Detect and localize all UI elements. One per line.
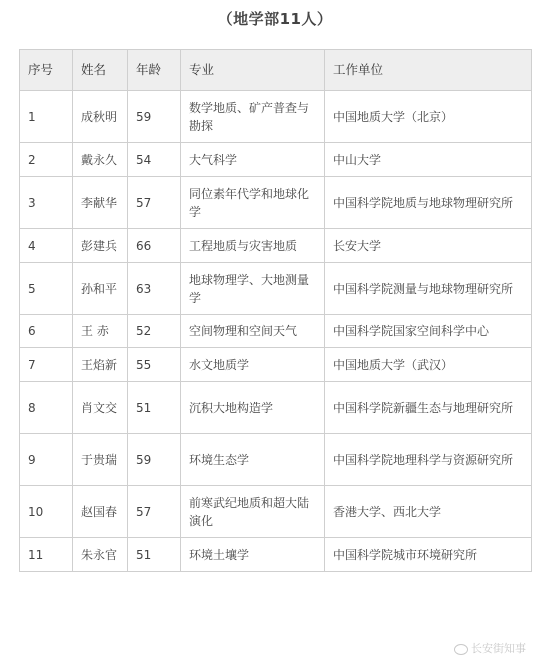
cell-unit: 中国地质大学（武汉） xyxy=(325,348,532,382)
cell-unit: 中山大学 xyxy=(325,143,532,177)
cell-unit: 中国科学院国家空间科学中心 xyxy=(325,315,532,348)
cell-major: 工程地质与灾害地质 xyxy=(181,229,325,263)
table-row xyxy=(20,486,532,538)
table-row xyxy=(20,263,532,315)
cell-number: 5 xyxy=(20,263,73,315)
cell-age: 57 xyxy=(128,486,181,538)
cell-unit: 香港大学、西北大学 xyxy=(325,486,532,538)
cell-age: 59 xyxy=(128,91,181,143)
cell-major: 水文地质学 xyxy=(181,348,325,382)
header-number: 序号 xyxy=(20,50,73,91)
cell-unit: 中国科学院地理科学与资源研究所 xyxy=(325,434,532,486)
cell-name: 王 赤 xyxy=(73,315,128,348)
cell-unit: 中国科学院城市环境研究所 xyxy=(325,538,532,572)
cell-age: 63 xyxy=(128,263,181,315)
table-row xyxy=(20,348,532,382)
cell-major: 沉积大地构造学 xyxy=(181,382,325,434)
table-row xyxy=(20,434,532,486)
cell-name: 于贵瑞 xyxy=(73,434,128,486)
cell-major: 空间物理和空间天气 xyxy=(181,315,325,348)
cell-unit: 中国科学院新疆生态与地理研究所 xyxy=(325,382,532,434)
cell-age: 55 xyxy=(128,348,181,382)
cell-age: 51 xyxy=(128,382,181,434)
table-body xyxy=(20,91,532,572)
cell-age: 59 xyxy=(128,434,181,486)
cell-major: 地球物理学、大地测量学 xyxy=(181,263,325,315)
header-unit: 工作单位 xyxy=(325,50,532,91)
watermark-text: 长安街知事 xyxy=(471,642,526,655)
cell-age: 54 xyxy=(128,143,181,177)
cell-major: 前寒武纪地质和超大陆演化 xyxy=(181,486,325,538)
cell-unit: 长安大学 xyxy=(325,229,532,263)
cell-number: 3 xyxy=(20,177,73,229)
table-row xyxy=(20,177,532,229)
cell-name: 朱永官 xyxy=(73,538,128,572)
table-row xyxy=(20,315,532,348)
cell-number: 11 xyxy=(20,538,73,572)
table-row xyxy=(20,229,532,263)
cell-number: 7 xyxy=(20,348,73,382)
watermark xyxy=(454,640,526,656)
table-header-row xyxy=(20,50,532,91)
table-row xyxy=(20,538,532,572)
header-name: 姓名 xyxy=(73,50,128,91)
academician-table xyxy=(19,49,532,572)
cell-name: 彭建兵 xyxy=(73,229,128,263)
cell-number: 9 xyxy=(20,434,73,486)
cell-age: 57 xyxy=(128,177,181,229)
cell-major: 大气科学 xyxy=(181,143,325,177)
cell-age: 52 xyxy=(128,315,181,348)
cell-number: 4 xyxy=(20,229,73,263)
cell-major: 环境土壤学 xyxy=(181,538,325,572)
cell-major: 同位素年代学和地球化学 xyxy=(181,177,325,229)
cell-name: 成秋明 xyxy=(73,91,128,143)
cell-number: 1 xyxy=(20,91,73,143)
cell-number: 10 xyxy=(20,486,73,538)
cell-name: 李献华 xyxy=(73,177,128,229)
header-major: 专业 xyxy=(181,50,325,91)
cell-number: 8 xyxy=(20,382,73,434)
table-row xyxy=(20,91,532,143)
cell-number: 6 xyxy=(20,315,73,348)
table-row xyxy=(20,143,532,177)
cell-name: 戴永久 xyxy=(73,143,128,177)
cell-major: 数学地质、矿产普查与勘探 xyxy=(181,91,325,143)
cell-name: 赵国春 xyxy=(73,486,128,538)
cell-age: 66 xyxy=(128,229,181,263)
cell-name: 肖文交 xyxy=(73,382,128,434)
cell-name: 王焰新 xyxy=(73,348,128,382)
cell-age: 51 xyxy=(128,538,181,572)
header-age: 年龄 xyxy=(128,50,181,91)
weibo-icon xyxy=(454,644,468,655)
cell-unit: 中国科学院地质与地球物理研究所 xyxy=(325,177,532,229)
cell-number: 2 xyxy=(20,143,73,177)
cell-unit: 中国科学院测量与地球物理研究所 xyxy=(325,263,532,315)
cell-unit: 中国地质大学（北京） xyxy=(325,91,532,143)
cell-name: 孙和平 xyxy=(73,263,128,315)
page-title: （地学部11人） xyxy=(217,10,333,28)
table-row xyxy=(20,382,532,434)
cell-major: 环境生态学 xyxy=(181,434,325,486)
